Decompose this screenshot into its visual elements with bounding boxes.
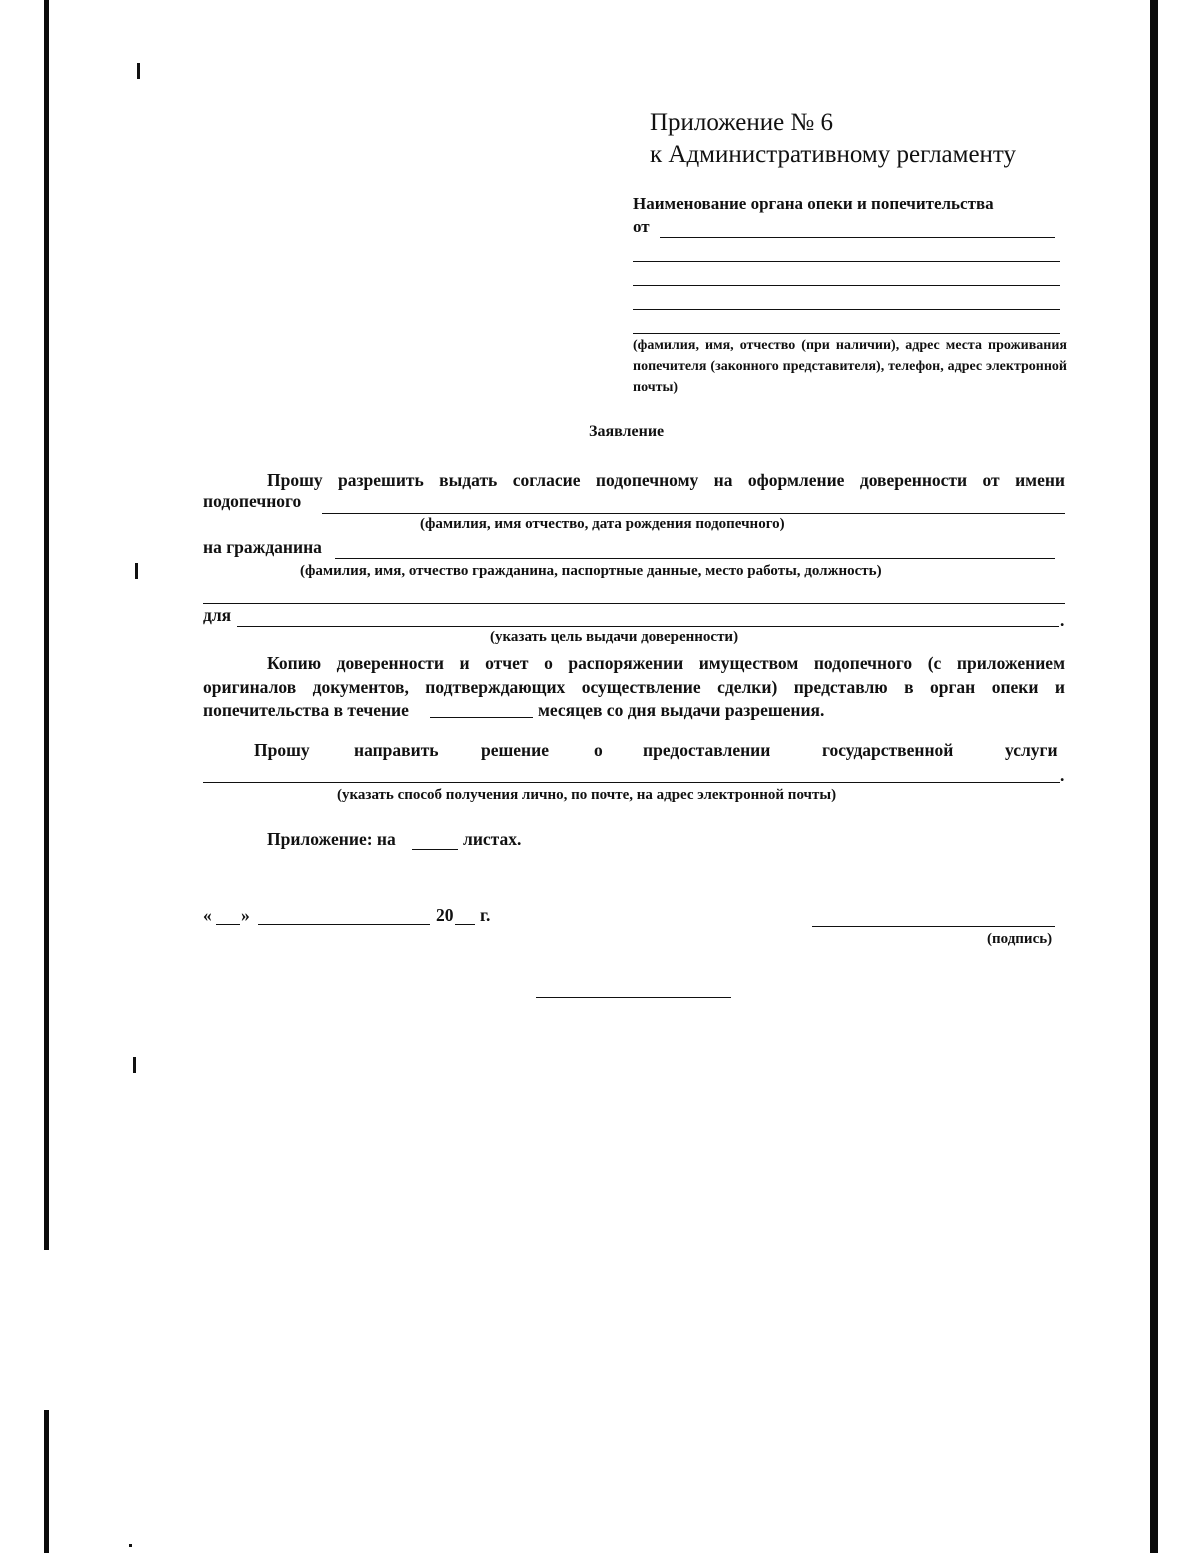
scan-left-edge [44,0,49,1250]
delivery-caption: (указать способ получения лично, по почте, на адрес электронной почты) [337,787,837,803]
applicant-line [660,237,1055,238]
year-suffix: г. [480,905,491,925]
signature-line [812,926,1055,927]
citizen-line [335,558,1055,559]
sheets-line [412,849,458,850]
purpose-caption: (указать цель выдачи доверенности) [490,629,739,645]
citizen-label: на гражданина [203,537,322,557]
from-label: от [633,217,650,236]
scan-mark [133,1057,136,1073]
purpose-label: для [203,605,232,625]
date-close-quote: » [241,905,250,925]
regulation-reference: к Административному регламенту [650,141,1017,168]
ward-line [322,513,1065,514]
authority-name: Наименование органа опеки и попечительства [633,194,994,213]
ward-label: подопечного [203,491,302,511]
purpose-period: . [1060,610,1065,630]
appendix-number: Приложение № 6 [650,109,834,136]
scan-right-edge [1150,0,1158,1553]
citizen-caption: (фамилия, имя, отчество гражданина, паспортные данные, место работы, должность) [300,563,882,579]
report-line-1: Копию доверенности и отчет о распоряжении имуществом подопечного (с приложением [267,653,1065,673]
year-prefix: 20 [436,905,454,925]
report-line-3-end: месяцев со дня выдачи разрешения. [538,700,825,720]
applicant-line [633,309,1060,310]
month-line [258,924,430,925]
delivery-word: государственной [822,740,954,760]
report-line-3-start: попечительства в течение [203,700,409,720]
report-line-2: оригиналов документов, подтверждающих осуществление сделки) представлю в орган опеки и [203,677,1065,697]
delivery-word: услуги [1005,740,1058,760]
attachment-start: Приложение: на [267,829,396,849]
delivery-word: о [594,740,603,760]
signature-caption: (подпись) [987,931,1053,947]
months-line [430,717,533,718]
applicant-line [633,333,1060,334]
attachment-end: листах. [463,829,522,849]
day-line [216,924,240,925]
scan-mark [137,63,140,79]
delivery-word: предоставлении [643,740,771,760]
ward-caption: (фамилия, имя отчество, дата рождения подопечного) [420,516,785,532]
citizen-line-2 [203,603,1065,604]
scan-mark [129,1544,132,1547]
scan-left-edge-lower [44,1410,49,1553]
document-title: Заявление [589,423,665,440]
date-open-quote: « [203,905,212,925]
purpose-line [237,626,1059,627]
request-line: Прошу разрешить выдать согласие подопечному на оформление доверенности от имени [267,470,1065,490]
delivery-word: решение [481,740,549,760]
delivery-word: Прошу [254,740,310,760]
year-line [455,924,475,925]
end-separator [536,997,731,998]
delivery-word: направить [354,740,439,760]
applicant-line [633,285,1060,286]
applicant-caption: (фамилия, имя, отчество (при наличии), адрес места проживания попечителя (законного представителя), телефон, адрес электронной почты) [633,338,1067,395]
scan-mark [135,563,138,579]
delivery-period: . [1060,765,1065,785]
applicant-line [633,261,1060,262]
delivery-method-line [203,782,1060,783]
